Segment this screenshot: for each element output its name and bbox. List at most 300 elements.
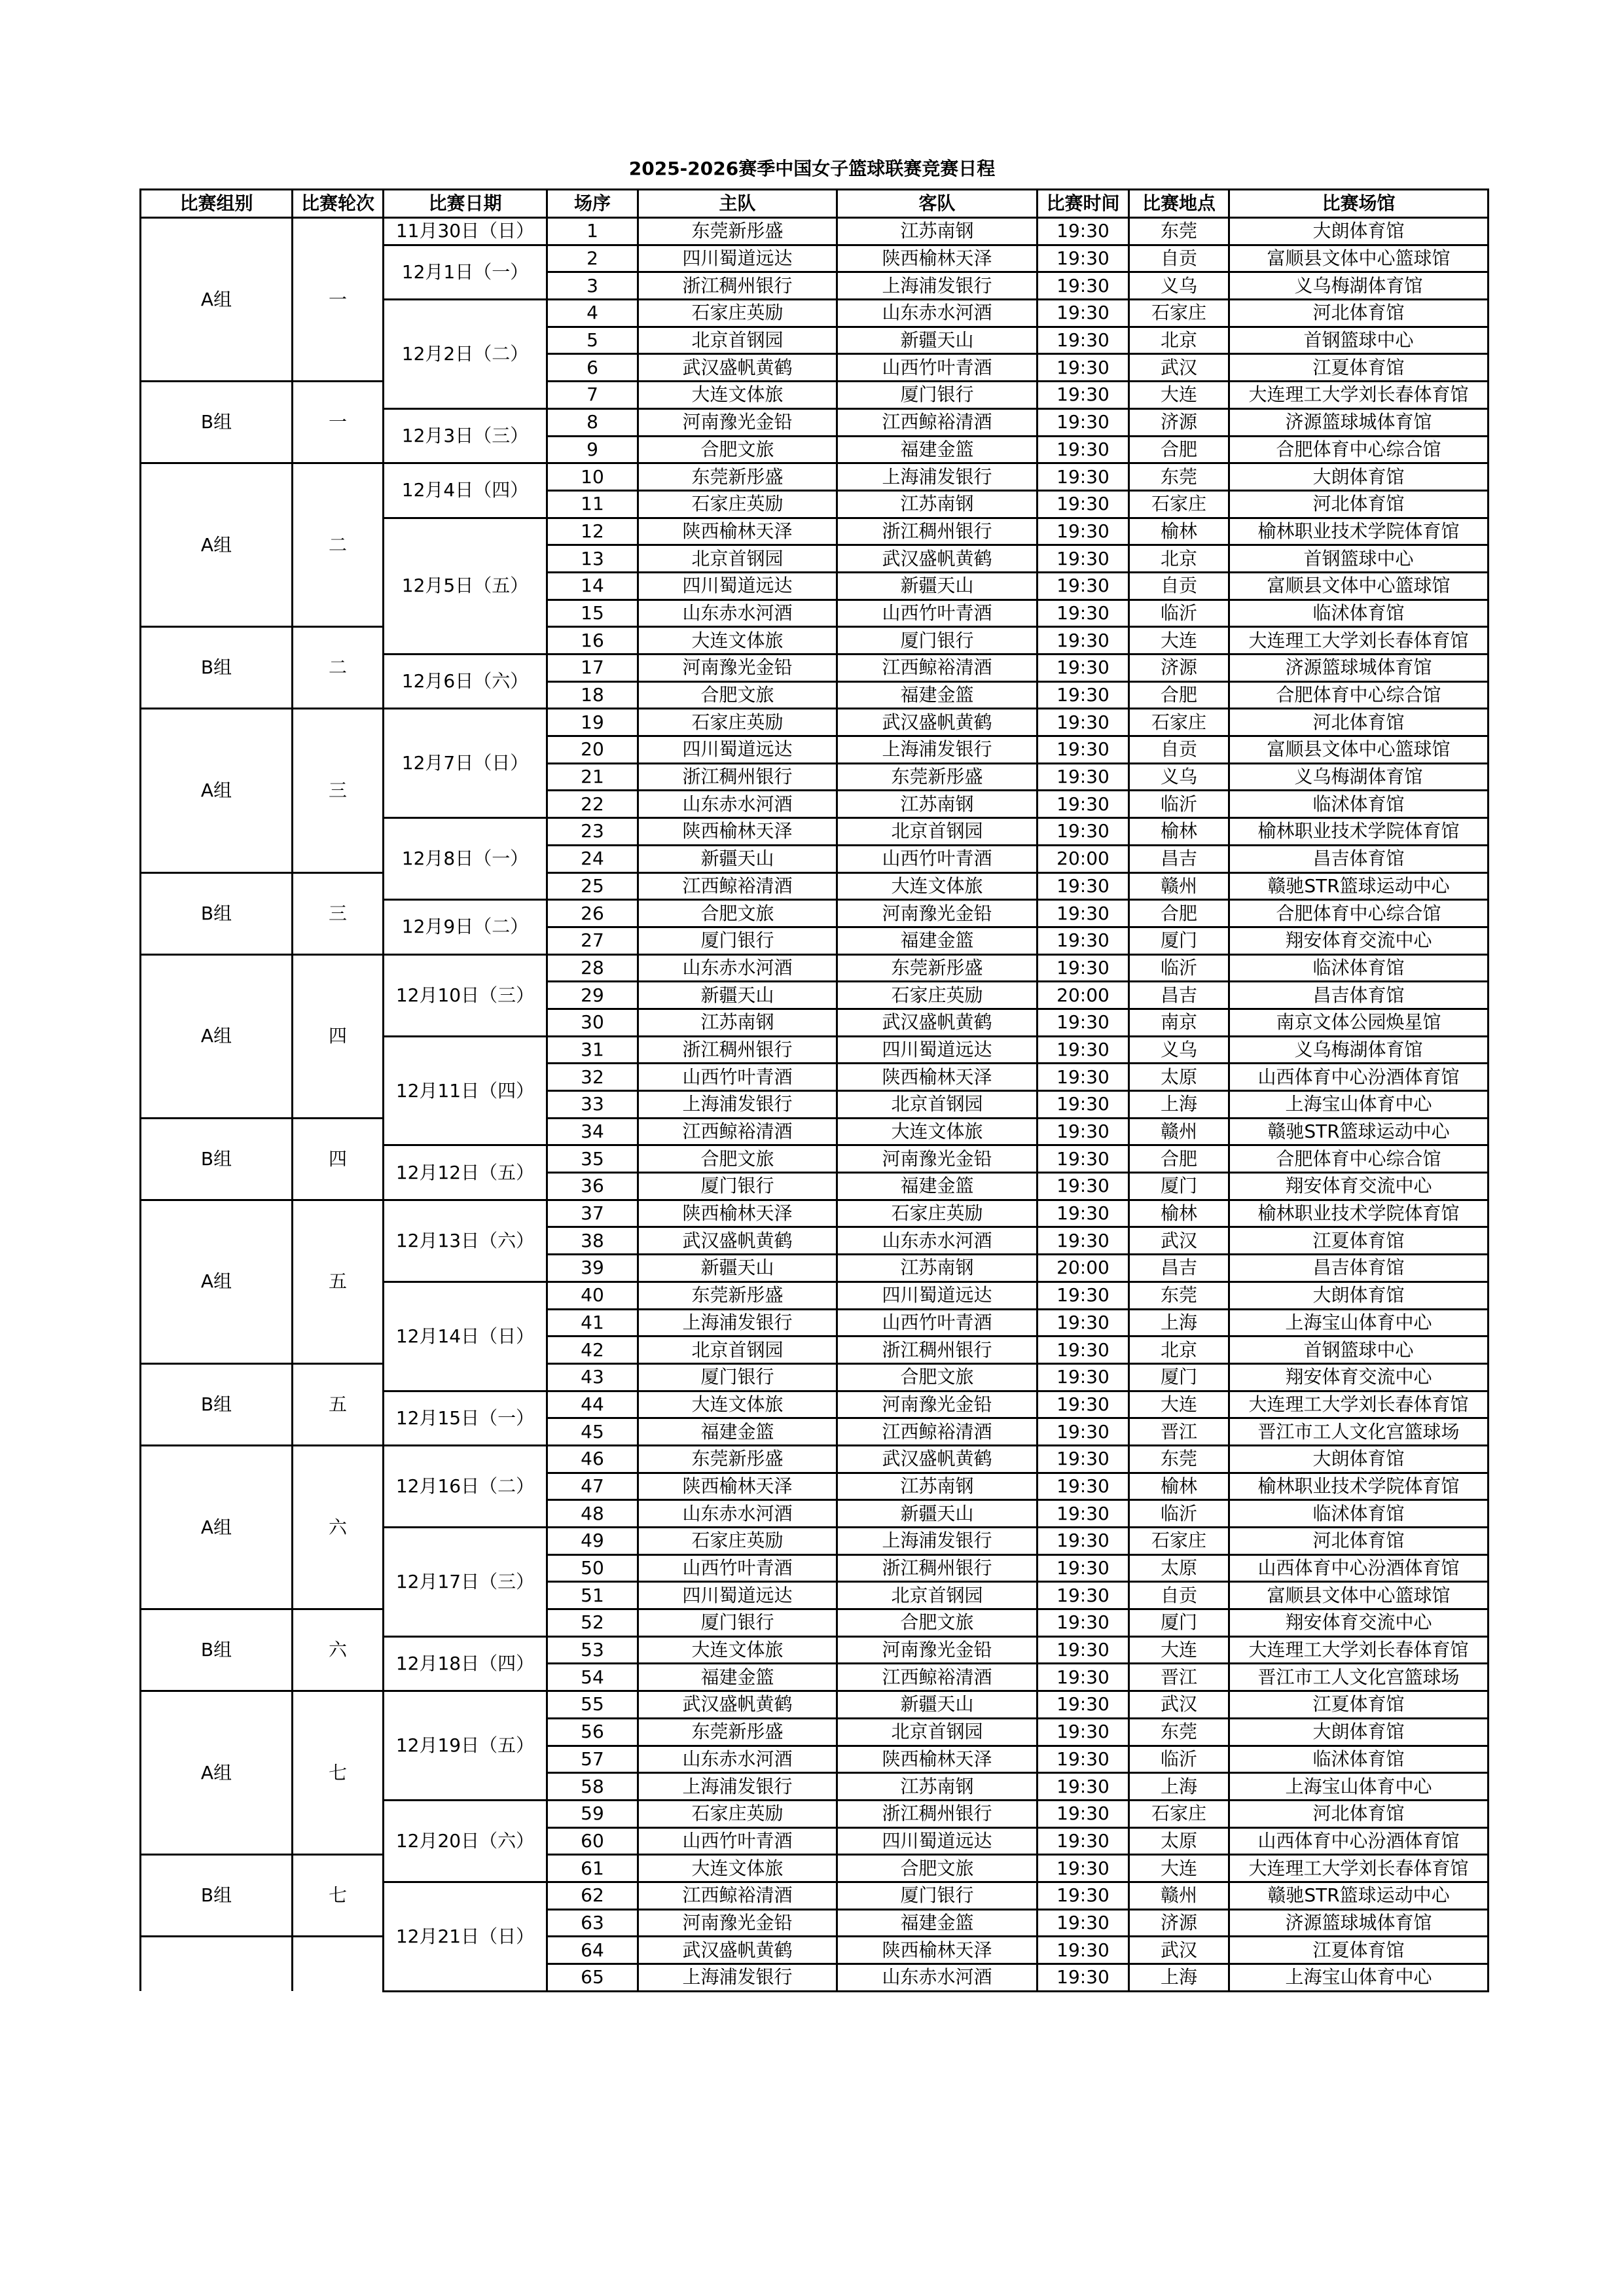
venue-cell: 大朗体育馆: [1229, 1445, 1489, 1473]
match-no-cell: 24: [547, 845, 638, 872]
match-no-cell: 46: [547, 1445, 638, 1473]
city-cell: 大连: [1129, 627, 1229, 655]
city-cell: 大连: [1129, 1391, 1229, 1418]
city-cell: 昌吉: [1129, 1255, 1229, 1282]
time-cell: 19:30: [1038, 382, 1129, 409]
venue-cell: 河北体育馆: [1229, 1800, 1489, 1827]
city-cell: 石家庄: [1129, 300, 1229, 327]
away-team-cell: 江苏南钢: [837, 791, 1038, 818]
round-cell: [293, 1937, 384, 1991]
match-no-cell: 37: [547, 1200, 638, 1227]
city-cell: 自贡: [1129, 245, 1229, 272]
away-team-cell: 江苏南钢: [837, 490, 1038, 518]
venue-cell: 晋江市工人文化宫篮球场: [1229, 1664, 1489, 1691]
schedule-table: [139, 188, 1489, 1992]
table-row: [141, 872, 1489, 900]
venue-cell: 首钢篮球中心: [1229, 1336, 1489, 1364]
match-no-cell: 34: [547, 1118, 638, 1145]
away-team-cell: 河南豫光金铅: [837, 1636, 1038, 1664]
away-team-cell: 石家庄英励: [837, 982, 1038, 1009]
time-cell: 19:30: [1038, 518, 1129, 545]
city-cell: 济源: [1129, 1909, 1229, 1937]
round-cell: 三: [293, 872, 384, 954]
city-cell: 济源: [1129, 408, 1229, 436]
venue-cell: 晋江市工人文化宫篮球场: [1229, 1418, 1489, 1446]
venue-cell: 临沭体育馆: [1229, 1500, 1489, 1528]
time-cell: 19:30: [1038, 1609, 1129, 1637]
match-no-cell: 11: [547, 490, 638, 518]
header-date: 比赛日期: [384, 190, 547, 218]
time-cell: 19:30: [1038, 1500, 1129, 1528]
date-cell: 11月30日（日）: [384, 218, 547, 245]
home-team-cell: 上海浦发银行: [638, 1773, 837, 1801]
venue-cell: 义乌梅湖体育馆: [1229, 763, 1489, 791]
group-cell: A组: [141, 463, 293, 627]
match-no-cell: 23: [547, 818, 638, 846]
time-cell: 19:30: [1038, 600, 1129, 627]
time-cell: 19:30: [1038, 1718, 1129, 1746]
home-team-cell: 江苏南钢: [638, 1009, 837, 1036]
home-team-cell: 武汉盛帆黄鹤: [638, 1937, 837, 1964]
match-no-cell: 26: [547, 900, 638, 927]
home-team-cell: 四川蜀道远达: [638, 736, 837, 764]
match-no-cell: 58: [547, 1773, 638, 1801]
match-no-cell: 49: [547, 1528, 638, 1555]
home-team-cell: 陕西榆林天泽: [638, 1473, 837, 1500]
home-team-cell: 石家庄英励: [638, 300, 837, 327]
time-cell: 19:30: [1038, 1664, 1129, 1691]
home-team-cell: 山西竹叶青酒: [638, 1064, 837, 1091]
city-cell: 临沂: [1129, 791, 1229, 818]
match-no-cell: 3: [547, 272, 638, 300]
match-no-cell: 55: [547, 1691, 638, 1719]
home-team-cell: 大连文体旅: [638, 382, 837, 409]
home-team-cell: 武汉盛帆黄鹤: [638, 1227, 837, 1255]
home-team-cell: 上海浦发银行: [638, 1091, 837, 1119]
away-team-cell: 山西竹叶青酒: [837, 845, 1038, 872]
city-cell: 东莞: [1129, 1718, 1229, 1746]
venue-cell: 义乌梅湖体育馆: [1229, 1036, 1489, 1064]
venue-cell: 上海宝山体育中心: [1229, 1309, 1489, 1336]
away-team-cell: 武汉盛帆黄鹤: [837, 545, 1038, 573]
match-no-cell: 1: [547, 218, 638, 245]
venue-cell: 合肥体育中心综合馆: [1229, 681, 1489, 709]
home-team-cell: 陕西榆林天泽: [638, 818, 837, 846]
group-cell: A组: [141, 1200, 293, 1363]
home-team-cell: 四川蜀道远达: [638, 572, 837, 600]
city-cell: 上海: [1129, 1309, 1229, 1336]
away-team-cell: 武汉盛帆黄鹤: [837, 1009, 1038, 1036]
venue-cell: 富顺县文体中心篮球馆: [1229, 572, 1489, 600]
city-cell: 太原: [1129, 1064, 1229, 1091]
date-cell: 12月17日（三）: [384, 1528, 547, 1637]
date-cell: 12月19日（五）: [384, 1691, 547, 1801]
time-cell: 20:00: [1038, 982, 1129, 1009]
time-cell: 19:30: [1038, 872, 1129, 900]
group-cell: A组: [141, 709, 293, 872]
round-cell: 一: [293, 382, 384, 463]
match-no-cell: 57: [547, 1746, 638, 1773]
venue-cell: 上海宝山体育中心: [1229, 1091, 1489, 1119]
away-team-cell: 江西鲸裕清酒: [837, 1664, 1038, 1691]
time-cell: 19:30: [1038, 436, 1129, 463]
time-cell: 19:30: [1038, 1418, 1129, 1446]
round-cell: 五: [293, 1363, 384, 1445]
city-cell: 北京: [1129, 327, 1229, 354]
away-team-cell: 合肥文旅: [837, 1609, 1038, 1637]
away-team-cell: 合肥文旅: [837, 1855, 1038, 1882]
group-cell: A组: [141, 218, 293, 382]
header-away-team: 客队: [837, 190, 1038, 218]
time-cell: 19:30: [1038, 763, 1129, 791]
time-cell: 19:30: [1038, 927, 1129, 954]
city-cell: 厦门: [1129, 1363, 1229, 1391]
table-row: [141, 1937, 1489, 1964]
city-cell: 义乌: [1129, 763, 1229, 791]
away-team-cell: 四川蜀道远达: [837, 1827, 1038, 1855]
round-cell: 二: [293, 463, 384, 627]
venue-cell: 翔安体育交流中心: [1229, 927, 1489, 954]
time-cell: 19:30: [1038, 709, 1129, 736]
away-team-cell: 江西鲸裕清酒: [837, 408, 1038, 436]
city-cell: 东莞: [1129, 1282, 1229, 1309]
city-cell: 武汉: [1129, 1937, 1229, 1964]
table-row: [141, 1118, 1489, 1145]
home-team-cell: 新疆天山: [638, 982, 837, 1009]
match-no-cell: 53: [547, 1636, 638, 1664]
home-team-cell: 武汉盛帆黄鹤: [638, 354, 837, 382]
match-no-cell: 7: [547, 382, 638, 409]
city-cell: 榆林: [1129, 1473, 1229, 1500]
away-team-cell: 四川蜀道远达: [837, 1282, 1038, 1309]
city-cell: 石家庄: [1129, 1528, 1229, 1555]
city-cell: 东莞: [1129, 463, 1229, 491]
date-cell: 12月16日（二）: [384, 1445, 547, 1527]
city-cell: 自贡: [1129, 736, 1229, 764]
home-team-cell: 山东赤水河酒: [638, 954, 837, 982]
away-team-cell: 东莞新彤盛: [837, 763, 1038, 791]
time-cell: 19:30: [1038, 1691, 1129, 1719]
city-cell: 晋江: [1129, 1664, 1229, 1691]
home-team-cell: 北京首钢园: [638, 327, 837, 354]
match-no-cell: 60: [547, 1827, 638, 1855]
header-row: [141, 190, 1489, 218]
time-cell: 19:30: [1038, 1827, 1129, 1855]
match-no-cell: 48: [547, 1500, 638, 1528]
time-cell: 19:30: [1038, 1773, 1129, 1801]
venue-cell: 临沭体育馆: [1229, 600, 1489, 627]
time-cell: 19:30: [1038, 463, 1129, 491]
city-cell: 北京: [1129, 1336, 1229, 1364]
away-team-cell: 福建金篮: [837, 436, 1038, 463]
match-no-cell: 17: [547, 655, 638, 682]
match-no-cell: 4: [547, 300, 638, 327]
match-no-cell: 61: [547, 1855, 638, 1882]
time-cell: 19:30: [1038, 1473, 1129, 1500]
home-team-cell: 浙江稠州银行: [638, 763, 837, 791]
away-team-cell: 上海浦发银行: [837, 272, 1038, 300]
home-team-cell: 大连文体旅: [638, 1636, 837, 1664]
time-cell: 19:30: [1038, 1336, 1129, 1364]
time-cell: 19:30: [1038, 1937, 1129, 1964]
match-no-cell: 44: [547, 1391, 638, 1418]
round-cell: 二: [293, 627, 384, 709]
home-team-cell: 山西竹叶青酒: [638, 1554, 837, 1582]
city-cell: 武汉: [1129, 1227, 1229, 1255]
home-team-cell: 石家庄英励: [638, 490, 837, 518]
city-cell: 临沂: [1129, 1746, 1229, 1773]
home-team-cell: 东莞新彤盛: [638, 463, 837, 491]
date-cell: 12月1日（一）: [384, 245, 547, 299]
date-cell: 12月20日（六）: [384, 1800, 547, 1882]
table-row: [141, 1609, 1489, 1637]
city-cell: 石家庄: [1129, 709, 1229, 736]
home-team-cell: 新疆天山: [638, 1255, 837, 1282]
time-cell: 19:30: [1038, 736, 1129, 764]
match-no-cell: 39: [547, 1255, 638, 1282]
away-team-cell: 北京首钢园: [837, 1091, 1038, 1119]
city-cell: 厦门: [1129, 1609, 1229, 1637]
time-cell: 19:30: [1038, 1800, 1129, 1827]
venue-cell: 河北体育馆: [1229, 300, 1489, 327]
city-cell: 北京: [1129, 545, 1229, 573]
time-cell: 19:30: [1038, 1282, 1129, 1309]
home-team-cell: 上海浦发银行: [638, 1309, 837, 1336]
match-no-cell: 32: [547, 1064, 638, 1091]
match-no-cell: 6: [547, 354, 638, 382]
date-cell: 12月10日（三）: [384, 954, 547, 1036]
match-no-cell: 16: [547, 627, 638, 655]
venue-cell: 首钢篮球中心: [1229, 327, 1489, 354]
venue-cell: 河北体育馆: [1229, 1528, 1489, 1555]
venue-cell: 济源篮球城体育馆: [1229, 655, 1489, 682]
away-team-cell: 福建金篮: [837, 1909, 1038, 1937]
round-cell: 一: [293, 218, 384, 382]
table-row: [141, 1445, 1489, 1473]
time-cell: 19:30: [1038, 490, 1129, 518]
time-cell: 19:30: [1038, 1528, 1129, 1555]
match-no-cell: 27: [547, 927, 638, 954]
city-cell: 赣州: [1129, 872, 1229, 900]
round-cell: 六: [293, 1609, 384, 1691]
city-cell: 义乌: [1129, 272, 1229, 300]
city-cell: 晋江: [1129, 1418, 1229, 1446]
away-team-cell: 山东赤水河酒: [837, 1964, 1038, 1992]
away-team-cell: 福建金篮: [837, 927, 1038, 954]
time-cell: 19:30: [1038, 1227, 1129, 1255]
home-team-cell: 江西鲸裕清酒: [638, 1118, 837, 1145]
time-cell: 19:30: [1038, 1363, 1129, 1391]
match-no-cell: 19: [547, 709, 638, 736]
venue-cell: 榆林职业技术学院体育馆: [1229, 1200, 1489, 1227]
match-no-cell: 20: [547, 736, 638, 764]
table-row: [141, 1363, 1489, 1391]
venue-cell: 大朗体育馆: [1229, 463, 1489, 491]
venue-cell: 山西体育中心汾酒体育馆: [1229, 1554, 1489, 1582]
match-no-cell: 33: [547, 1091, 638, 1119]
city-cell: 武汉: [1129, 1691, 1229, 1719]
city-cell: 合肥: [1129, 681, 1229, 709]
match-no-cell: 21: [547, 763, 638, 791]
venue-cell: 首钢篮球中心: [1229, 545, 1489, 573]
venue-cell: 昌吉体育馆: [1229, 845, 1489, 872]
home-team-cell: 山东赤水河酒: [638, 791, 837, 818]
venue-cell: 临沭体育馆: [1229, 954, 1489, 982]
away-team-cell: 江西鲸裕清酒: [837, 1418, 1038, 1446]
date-cell: 12月11日（四）: [384, 1036, 547, 1145]
round-cell: 七: [293, 1691, 384, 1855]
away-team-cell: 江西鲸裕清酒: [837, 655, 1038, 682]
match-no-cell: 59: [547, 1800, 638, 1827]
time-cell: 19:30: [1038, 1636, 1129, 1664]
away-team-cell: 陕西榆林天泽: [837, 1746, 1038, 1773]
home-team-cell: 河南豫光金铅: [638, 1909, 837, 1937]
home-team-cell: 浙江稠州银行: [638, 272, 837, 300]
city-cell: 大连: [1129, 1636, 1229, 1664]
venue-cell: 昌吉体育馆: [1229, 1255, 1489, 1282]
match-no-cell: 38: [547, 1227, 638, 1255]
away-team-cell: 厦门银行: [837, 1882, 1038, 1909]
table-row: [141, 627, 1489, 655]
away-team-cell: 浙江稠州银行: [837, 1800, 1038, 1827]
group-cell: B组: [141, 1118, 293, 1200]
away-team-cell: 浙江稠州银行: [837, 1336, 1038, 1364]
home-team-cell: 山东赤水河酒: [638, 1746, 837, 1773]
match-no-cell: 36: [547, 1173, 638, 1200]
match-no-cell: 2: [547, 245, 638, 272]
venue-cell: 济源篮球城体育馆: [1229, 408, 1489, 436]
match-no-cell: 50: [547, 1554, 638, 1582]
time-cell: 19:30: [1038, 1173, 1129, 1200]
match-no-cell: 45: [547, 1418, 638, 1446]
away-team-cell: 河南豫光金铅: [837, 900, 1038, 927]
city-cell: 临沂: [1129, 600, 1229, 627]
away-team-cell: 江苏南钢: [837, 1773, 1038, 1801]
home-team-cell: 大连文体旅: [638, 1391, 837, 1418]
group-cell: [141, 1937, 293, 1991]
group-cell: A组: [141, 1691, 293, 1855]
home-team-cell: 北京首钢园: [638, 545, 837, 573]
venue-cell: 赣驰STR篮球运动中心: [1229, 872, 1489, 900]
time-cell: 19:30: [1038, 1445, 1129, 1473]
table-row: [141, 954, 1489, 982]
away-team-cell: 河南豫光金铅: [837, 1145, 1038, 1173]
venue-cell: 富顺县文体中心篮球馆: [1229, 245, 1489, 272]
city-cell: 太原: [1129, 1554, 1229, 1582]
away-team-cell: 福建金篮: [837, 681, 1038, 709]
time-cell: 19:30: [1038, 300, 1129, 327]
header-venue: 比赛场馆: [1229, 190, 1489, 218]
city-cell: 合肥: [1129, 900, 1229, 927]
header-time: 比赛时间: [1038, 190, 1129, 218]
city-cell: 厦门: [1129, 927, 1229, 954]
home-team-cell: 四川蜀道远达: [638, 245, 837, 272]
date-cell: 12月14日（日）: [384, 1282, 547, 1391]
home-team-cell: 福建金篮: [638, 1664, 837, 1691]
venue-cell: 江夏体育馆: [1229, 1937, 1489, 1964]
home-team-cell: 北京首钢园: [638, 1336, 837, 1364]
match-no-cell: 9: [547, 436, 638, 463]
home-team-cell: 四川蜀道远达: [638, 1582, 837, 1609]
time-cell: 19:30: [1038, 954, 1129, 982]
time-cell: 19:30: [1038, 572, 1129, 600]
home-team-cell: 东莞新彤盛: [638, 1282, 837, 1309]
venue-cell: 大连理工大学刘长春体育馆: [1229, 1855, 1489, 1882]
away-team-cell: 山东赤水河酒: [837, 300, 1038, 327]
city-cell: 自贡: [1129, 1582, 1229, 1609]
venue-cell: 翔安体育交流中心: [1229, 1609, 1489, 1637]
table-row: [141, 218, 1489, 245]
time-cell: 19:30: [1038, 1009, 1129, 1036]
date-cell: 12月21日（日）: [384, 1882, 547, 1991]
home-team-cell: 大连文体旅: [638, 627, 837, 655]
venue-cell: 合肥体育中心综合馆: [1229, 436, 1489, 463]
venue-cell: 江夏体育馆: [1229, 1227, 1489, 1255]
city-cell: 昌吉: [1129, 982, 1229, 1009]
time-cell: 19:30: [1038, 1200, 1129, 1227]
city-cell: 东莞: [1129, 1445, 1229, 1473]
away-team-cell: 陕西榆林天泽: [837, 245, 1038, 272]
away-team-cell: 江苏南钢: [837, 218, 1038, 245]
away-team-cell: 新疆天山: [837, 572, 1038, 600]
away-team-cell: 武汉盛帆黄鹤: [837, 709, 1038, 736]
venue-cell: 大连理工大学刘长春体育馆: [1229, 627, 1489, 655]
venue-cell: 富顺县文体中心篮球馆: [1229, 736, 1489, 764]
home-team-cell: 石家庄英励: [638, 1800, 837, 1827]
time-cell: 19:30: [1038, 1118, 1129, 1145]
date-cell: 12月3日（三）: [384, 408, 547, 463]
match-no-cell: 63: [547, 1909, 638, 1937]
match-no-cell: 54: [547, 1664, 638, 1691]
match-no-cell: 31: [547, 1036, 638, 1064]
time-cell: 19:30: [1038, 1091, 1129, 1119]
home-team-cell: 江西鲸裕清酒: [638, 872, 837, 900]
match-no-cell: 42: [547, 1336, 638, 1364]
city-cell: 东莞: [1129, 218, 1229, 245]
match-no-cell: 41: [547, 1309, 638, 1336]
round-cell: 三: [293, 709, 384, 872]
venue-cell: 大朗体育馆: [1229, 1282, 1489, 1309]
match-no-cell: 40: [547, 1282, 638, 1309]
header-match-no: 场序: [547, 190, 638, 218]
date-cell: 12月5日（五）: [384, 518, 547, 654]
away-team-cell: 山东赤水河酒: [837, 1227, 1038, 1255]
away-team-cell: 江苏南钢: [837, 1473, 1038, 1500]
match-no-cell: 28: [547, 954, 638, 982]
table-row: [141, 382, 1489, 409]
match-no-cell: 5: [547, 327, 638, 354]
home-team-cell: 厦门银行: [638, 1173, 837, 1200]
time-cell: 19:30: [1038, 218, 1129, 245]
home-team-cell: 山东赤水河酒: [638, 1500, 837, 1528]
away-team-cell: 山西竹叶青酒: [837, 354, 1038, 382]
city-cell: 榆林: [1129, 518, 1229, 545]
match-no-cell: 65: [547, 1964, 638, 1992]
date-cell: 12月12日（五）: [384, 1145, 547, 1200]
match-no-cell: 30: [547, 1009, 638, 1036]
home-team-cell: 浙江稠州银行: [638, 1036, 837, 1064]
time-cell: 19:30: [1038, 327, 1129, 354]
city-cell: 合肥: [1129, 436, 1229, 463]
away-team-cell: 陕西榆林天泽: [837, 1064, 1038, 1091]
time-cell: 19:30: [1038, 1964, 1129, 1992]
venue-cell: 济源篮球城体育馆: [1229, 1909, 1489, 1937]
group-cell: B组: [141, 1363, 293, 1445]
city-cell: 石家庄: [1129, 490, 1229, 518]
venue-cell: 南京文体公园焕星馆: [1229, 1009, 1489, 1036]
match-no-cell: 10: [547, 463, 638, 491]
time-cell: 19:30: [1038, 545, 1129, 573]
